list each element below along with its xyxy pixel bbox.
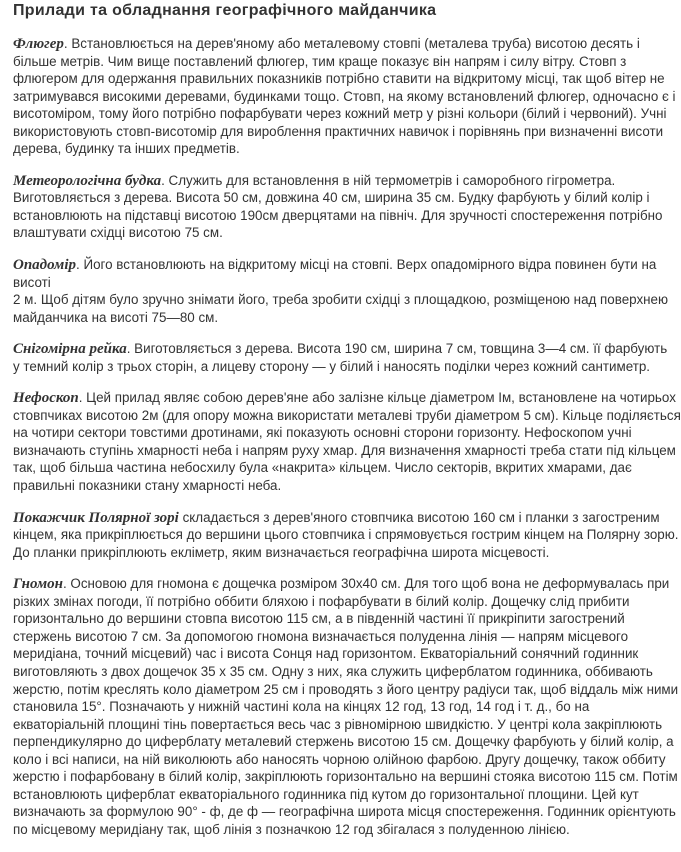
paragraph-line: стовпчиках висотою 2м (для опору можна використати металеві труби діаметром 5 см). Кільце поділяється	[13, 407, 681, 423]
paragraph-term: Опадомір	[13, 257, 76, 274]
paragraph-line: влаштувати східці висотою 75 см.	[13, 225, 223, 241]
paragraph-line: визначають ступінь хмарності неба і напрям руху хмар. Для визначення хмарності треба стати під кільцем	[13, 442, 676, 458]
paragraph-line: дерева, будинку та інших предметів.	[13, 141, 240, 157]
paragraph-line: коло і всі написи, на ній виколюють або наносять чорною олійною фарбою. Другу дощечку, також оббиту	[13, 751, 666, 767]
paragraph	[13, 575, 679, 838]
paragraph	[13, 509, 679, 562]
paragraph-term: Метеорологічна будка	[13, 172, 162, 189]
paragraph-line: майданчика на висоті 75—80 см.	[13, 309, 219, 325]
paragraph	[13, 256, 669, 326]
paragraph-line	[13, 340, 668, 358]
paragraph-line: Виготовляється з дерева. Висота 50 см, довжина 40 см, ширина 35 см. Будку фарбують у білий колір і	[13, 190, 650, 206]
paragraph-text: . Основою для гномона є дощечка розміром 30х40 см. Для того щоб вона не деформувалась при	[62, 576, 670, 592]
paragraph-line: флюгером для одержання правильних показників потрібно ставити на відкритому місці, так щоб вітер не	[13, 71, 665, 87]
paragraph	[13, 172, 663, 242]
paragraph	[13, 35, 676, 158]
paragraph-line: перпендикулярно до циферблату металевий стержень висотою 15 см. Дощечку фарбують у білий колір, а	[13, 734, 674, 750]
paragraph-text: . Встановлюється на дерев'яному або металевому стовпі (металева труба) висотою десять і	[63, 36, 640, 51]
paragraph-line: стержень висотою 7 см. За допомогою гномона визначається полуденна лінія — напрям місцевого	[13, 628, 629, 644]
paragraph-line	[13, 509, 660, 527]
paragraph-line: До планки прикріплюють екліметр, яким визначається географічна широта місцевості.	[13, 544, 550, 560]
paragraph	[13, 340, 668, 375]
paragraph-text: складається з дерев'яного стовпчика висотою 160 см і планки з загостреним	[178, 509, 660, 525]
paragraph-text: . Його встановлюють на відкритому місці на стовпі. Верх опадомірного відра повинен бути на	[76, 257, 657, 273]
paragraph-line	[13, 256, 657, 274]
paragraph-line: встановлюють на підставці висотою 190см дверцятами на північ. Для зручності спостереження потрібно	[13, 207, 663, 223]
paragraph-line: по місцевому меридіану так, щоб лінія з позначкою 12 год збігалася з полуденною лінією.	[13, 821, 570, 837]
paragraph-line: правильні показники стану хмарності неба.	[13, 478, 282, 494]
paragraph-term: Покажчик Полярної зорі	[13, 509, 179, 526]
paragraph-line: висоті	[13, 274, 51, 290]
paragraph-line	[13, 35, 640, 53]
paragraph-line: визначають за формулою 90° - ф, де ф — географічна широта місця спостереження. Годинник орієнтують	[13, 804, 676, 820]
page-title: Прилади та обладнання географічного майданчика	[13, 2, 437, 19]
paragraph-line	[13, 389, 676, 407]
paragraph-line: жерстю, потім креслять коло діаметром 25 см і проводять з його центру радіуси так, щоб віддаль між ними	[13, 681, 679, 697]
paragraph-term: Гномон	[13, 576, 63, 593]
paragraph-text: . Служить для встановлення в ній термометрів і саморобного гігрометра.	[161, 172, 616, 188]
paragraph-term: Флюгер	[13, 36, 64, 52]
paragraph-term: Снігомірна рейка	[13, 341, 127, 358]
paragraph-line: висотоміром, тому його потрібно пофарбувати через кожний метр у різні кольори (білий і червоний). Учні	[13, 106, 667, 122]
paragraph-text: . Цей прилад являє собою дерев'яне або залізне кільце діаметром Ім, встановлене на чотирьох	[78, 390, 676, 406]
paragraph-line: меридіана, точний місцевий) час і висота Сонця над горизонтом. Екваторіальний сонячний годинник	[13, 646, 639, 662]
paragraph-line: жерстю і пофарбовану в білий колір, закріплюють горизонтально на вершині стояка висотою 115 см. Потім	[13, 769, 678, 785]
article-body	[13, 35, 681, 852]
paragraph-line: більше метрів. Чим вище поставлений флюгер, тим краще показує він напрям і силу вітру. Стовп з	[13, 53, 627, 69]
paragraph-line: у темний колір з трьох сторін, а лицеву сторону — у білий і наносять поділки через кожний сантиметр.	[13, 358, 651, 374]
paragraph-line: використовують стовп-висотомір для вироблення практичних навичок і порівнянь при визначенні висоти	[13, 123, 664, 139]
paragraph-term: Нефоскоп	[13, 390, 79, 407]
paragraph-line	[13, 172, 628, 190]
paragraph-line: 2 м. Щоб дітям було зручно знімати його, треба зробити східці з площадкою, розміщеною над поверхнею	[13, 292, 669, 308]
paragraph-line	[13, 575, 670, 593]
paragraph-text: . Виготовляється з дерева. Висота 190 см, ширина 7 см, товщина 3—4 см. її фарбують	[126, 341, 668, 357]
paragraph-line: так, щоб більша частина небосхилу була «накрита» кільцем. Число секторів, вкритих хмарами, дає	[13, 460, 632, 476]
paragraph-line: екваторіальній площині тінь повертається весь час з рівномірною швидкістю. У центрі кола закріплюють	[13, 716, 663, 732]
paragraph-line: затримувався високими деревами, будинками тощо. Стовп, на якому встановлений флюгер, одночасно є і	[13, 88, 676, 104]
paragraph-line: різких змінах погоди, її потрібно оббити бляхою і пофарбувати в білий колір. Дощечку слід прибити	[13, 593, 630, 609]
paragraph	[13, 389, 681, 494]
paragraph-line: виготовляють з двох дощечок 35 х 35 см. Одну з них, яка служить циферблатом годинника, оббивають	[13, 663, 653, 679]
paragraph-line: становила 15°. Позначають у нижній частині кола на кінцях 12 год, 13 год, 14 год і т. д., бо на	[13, 699, 590, 715]
paragraph-line: на чотири сектори товстими дротинами, які показують основні сторони горизонту. Нефоскопом учні	[13, 425, 632, 441]
paragraph-line: кінцем, яка прикріплюється до вершини цього стовпчика і спрямовується гострим кінцем на Полярну зорю.	[13, 527, 679, 543]
paragraph-line: горизонтально до вершини стовпа висотою 115 см, а в південній частині її прикріпити загострений	[13, 611, 625, 627]
paragraph-line: встановлюють циферблат екваторіального годинника під кутом до горизонтальної площини. Цей кут	[13, 786, 639, 802]
